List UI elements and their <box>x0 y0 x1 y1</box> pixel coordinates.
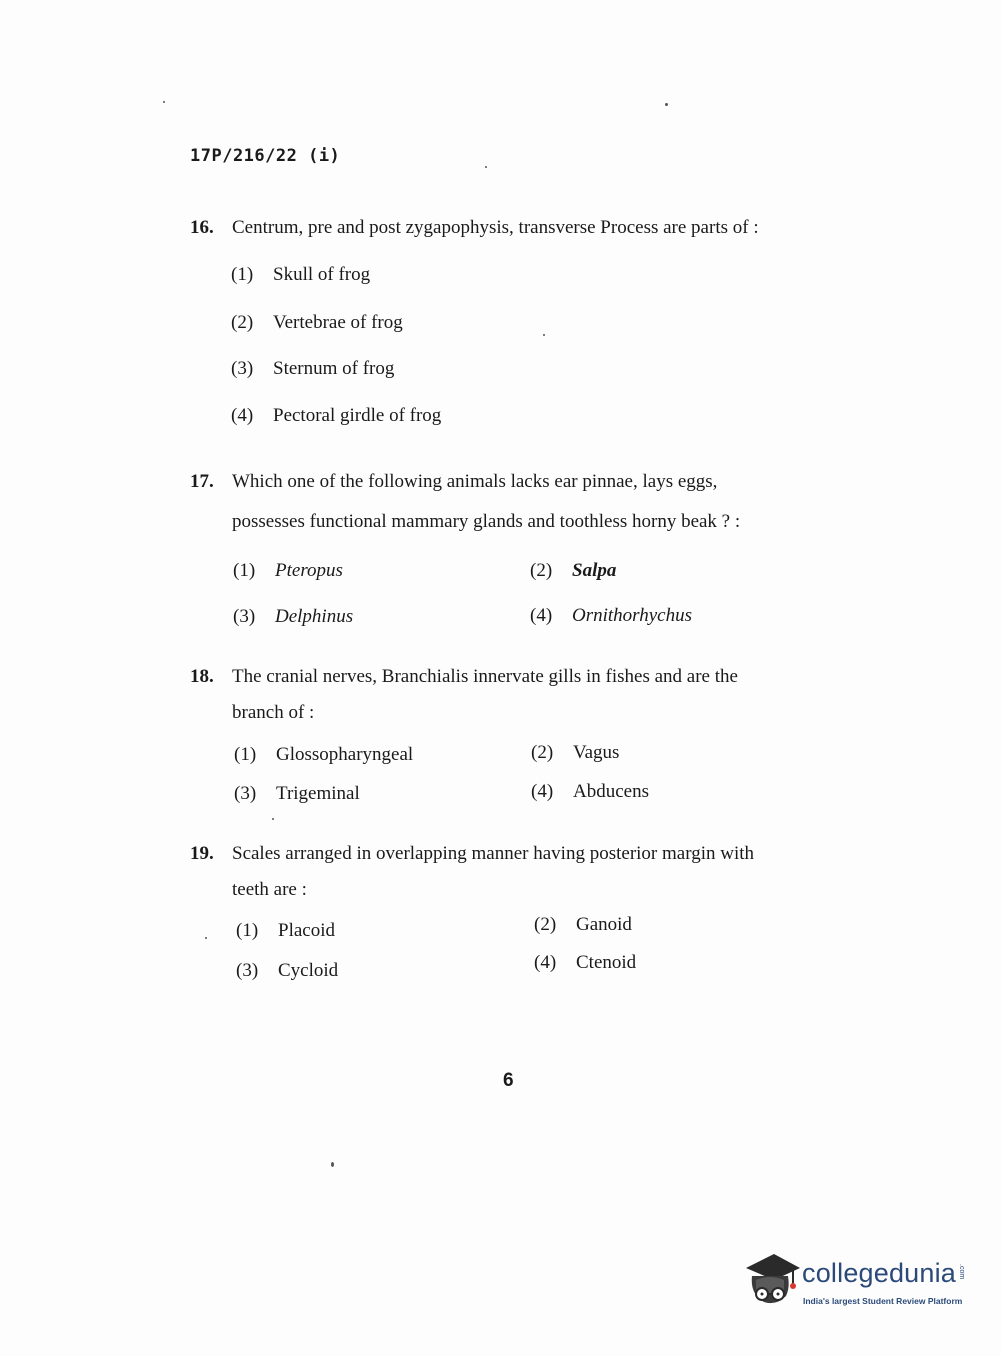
logo-wordmark: collegedunia <box>802 1258 957 1288</box>
option-text: Ctenoid <box>576 952 637 973</box>
option-19-3 <box>236 960 338 982</box>
option-number: (4) <box>534 952 557 973</box>
option-text: Trigeminal <box>276 783 360 804</box>
option-number: (2) <box>530 560 553 581</box>
scan-speck <box>272 818 274 820</box>
logo-tagline: India's largest Student Review Platform <box>803 1296 963 1306</box>
option-text: Pteropus <box>275 560 343 581</box>
option-text: Glossopharyngeal <box>276 744 414 765</box>
option-number: (4) <box>231 405 254 426</box>
option-number: (2) <box>534 914 557 935</box>
option-16-1 <box>231 264 370 286</box>
option-text: Vagus <box>573 742 620 763</box>
scan-speck <box>331 1162 334 1167</box>
option-text: Placoid <box>278 920 335 941</box>
mascot-icon <box>742 1250 800 1310</box>
option-18-1 <box>234 744 413 766</box>
option-19-4 <box>534 952 636 974</box>
option-number: (1) <box>233 560 256 581</box>
option-text: Delphinus <box>275 606 354 627</box>
question-17 <box>190 462 830 542</box>
option-18-2 <box>531 742 619 764</box>
option-number: (1) <box>234 744 257 765</box>
option-17-1 <box>233 560 343 582</box>
scan-speck <box>665 103 668 106</box>
question-text: Which one of the following animals lacks ear pinnae, lays eggs, <box>232 471 718 492</box>
option-16-4 <box>231 405 441 427</box>
question-text: possesses functional mammary glands and toothless horny beak ? : <box>232 511 741 532</box>
option-number: (2) <box>531 742 554 763</box>
paper-code: 17P/216/22 (i) <box>190 146 341 166</box>
option-19-2 <box>534 914 632 936</box>
option-text: Vertebrae of frog <box>273 312 403 333</box>
logo-domain: .com <box>958 1264 965 1280</box>
option-text: Ganoid <box>576 914 632 935</box>
option-17-3 <box>233 606 353 628</box>
option-number: (3) <box>233 606 256 627</box>
option-number: (3) <box>231 358 254 379</box>
option-18-3 <box>234 783 360 805</box>
option-18-4 <box>531 781 649 803</box>
option-19-1 <box>236 920 335 942</box>
question-19 <box>190 836 830 908</box>
option-text: Skull of frog <box>273 264 371 285</box>
option-number: (4) <box>530 605 553 626</box>
collegedunia-logo <box>742 1250 972 1312</box>
scan-speck <box>485 166 487 168</box>
option-text: Pectoral girdle of frog <box>273 405 442 426</box>
question-text: Centrum, pre and post zygapophysis, transverse Process are parts of : <box>232 217 759 238</box>
question-text: The cranial nerves, Branchialis innervate gills in fishes and are the <box>232 666 738 687</box>
question-number: 17. <box>190 471 214 492</box>
option-text: Salpa <box>572 560 617 581</box>
question-text: Scales arranged in overlapping manner having posterior margin with <box>232 843 754 864</box>
question-number: 18. <box>190 666 214 687</box>
scan-speck <box>205 937 207 939</box>
option-number: (1) <box>236 920 259 941</box>
question-16 <box>190 208 830 248</box>
option-16-3 <box>231 358 394 380</box>
question-number: 16. <box>190 217 214 238</box>
option-17-4 <box>530 605 692 627</box>
option-text: Sternum of frog <box>273 358 395 379</box>
option-16-2 <box>231 312 403 334</box>
page-number: 6 <box>503 1070 514 1091</box>
question-number: 19. <box>190 843 214 864</box>
scan-speck <box>543 334 545 336</box>
option-number: (4) <box>531 781 554 802</box>
question-text: teeth are : <box>232 879 307 900</box>
option-number: (1) <box>231 264 254 285</box>
question-text: branch of : <box>232 702 315 723</box>
option-text: Cycloid <box>278 960 339 981</box>
option-number: (2) <box>231 312 254 333</box>
question-18 <box>190 659 830 731</box>
scan-speck <box>163 101 165 103</box>
option-17-2 <box>530 560 616 582</box>
option-text: Abducens <box>573 781 649 802</box>
option-text: Ornithorhychus <box>572 605 692 626</box>
option-number: (3) <box>236 960 259 981</box>
option-number: (3) <box>234 783 257 804</box>
